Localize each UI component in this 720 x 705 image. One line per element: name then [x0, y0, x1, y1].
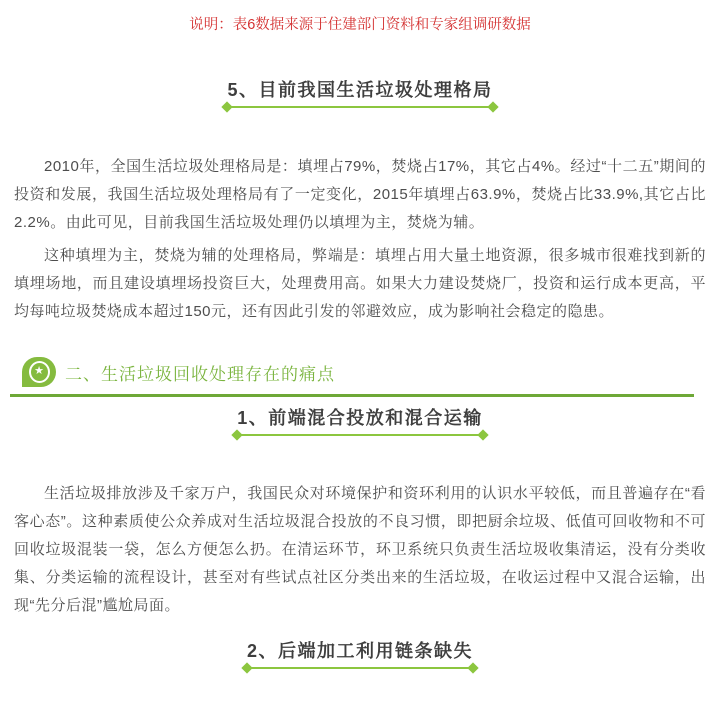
section-5-title: 5、目前我国生活垃圾处理格局 — [227, 80, 493, 100]
heading-wrap — [225, 639, 495, 669]
heading-underline — [227, 106, 492, 108]
heading-underline — [247, 667, 473, 669]
paragraph-processing-pattern: 2010年，全国生活垃圾处理格局是：填埋占79%，焚烧占17%，其它占4%。经过“十二五”期间的投资和发展，我国生活垃圾处理格局有了一定变化，2015年填埋占63.9%，焚烧占比33.9%,其它占比2.2%。由此可见，目前我国生活垃圾处理仍以填埋为主，焚烧为辅。 — [14, 158, 706, 231]
star-icon: ★ — [29, 361, 50, 383]
star-badge — [22, 357, 56, 387]
section-divider — [10, 394, 694, 397]
heading-block-current-pattern — [0, 78, 720, 108]
subsection-1-title: 1、前端混合投放和混合运输 — [237, 408, 483, 428]
heading-wrap — [205, 78, 514, 108]
pain-section-header — [22, 357, 720, 387]
subsection-2-title: 2、后端加工利用链条缺失 — [246, 641, 473, 661]
paragraph-drawbacks: 这种填埋为主，焚烧为辅的处理格局，弊端是：填埋占用大量土地资源，很多城市很难找到新的填埋场地，而且建设填埋场投资巨大，处理费用高。如果大力建设焚烧厂，投资和运行成本更高，平均每吨垃圾焚烧成本超过150元，还有因此引发的邻避效应，成为影响社会稳定的隐患。 — [14, 247, 706, 320]
pain-section-title: 二、生活垃圾回收处理存在的痛点 — [65, 364, 335, 384]
paragraph-mixed-disposal: 生活垃圾排放涉及千家万户，我国民众对环境保护和资环利用的认识水平较低，而且普遍存在“看客心态”。这种素质使公众养成对生活垃圾混合投放的不良习惯，即把厨余垃圾、低值可回收物和不可回收垃圾混装一袋，怎么方便怎么扔。在清运环节，环卫系统只负责生活垃圾收集清运，没有分类收集、分类运输的流程设计，甚至对有些试点社区分类出来的生活垃圾，在收运过程中又混合运输，出现“先分后混”尴尬局面。 — [14, 485, 706, 614]
heading-wrap — [215, 406, 505, 436]
data-source-note: 说明：表6数据来源于住建部门资料和专家组调研数据 — [189, 17, 531, 33]
heading-block-backend-chain — [0, 639, 720, 669]
heading-underline — [237, 434, 483, 436]
heading-block-mixed-disposal — [0, 406, 720, 436]
